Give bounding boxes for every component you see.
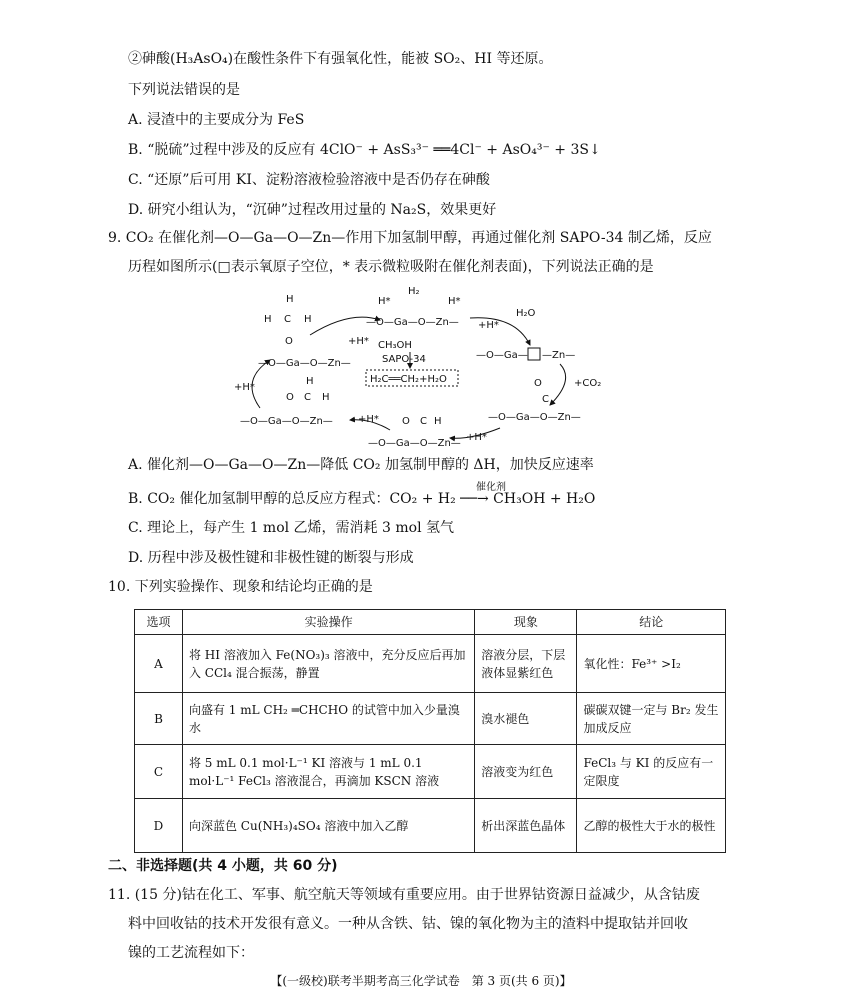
catalyst-label: —O—Ga—O—Zn— bbox=[240, 416, 333, 427]
atom-label: O bbox=[285, 336, 293, 347]
hstar-label: H* bbox=[378, 296, 391, 307]
atom-label: O bbox=[402, 416, 410, 427]
catalyst-condition: 催化剂 bbox=[476, 482, 506, 493]
table-cell: 将 HI 溶液加入 Fe(NO₃)₃ 溶液中，充分反应后再加入 CCl₄ 混合振荡，静置 bbox=[182, 635, 474, 693]
experiment-table bbox=[134, 609, 726, 853]
table-row bbox=[135, 799, 726, 853]
plus-h-label: +H* bbox=[478, 320, 499, 331]
atom-label: C bbox=[284, 314, 291, 325]
table-cell: FeCl₃ 与 KI 的反应有一定限度 bbox=[577, 745, 726, 799]
table-row bbox=[135, 693, 726, 745]
page-footer: 【(一级校)联考半期考高三化学试卷 第 3 页(共 6 页)】 bbox=[270, 974, 572, 988]
option-a: A. 浸渣中的主要成分为 FeS bbox=[128, 112, 305, 128]
atom-label: H bbox=[434, 416, 442, 427]
catalyst-label: —O—Ga—O—Zn— bbox=[258, 358, 351, 369]
table-cell: 溶液分层，下层液体显紫红色 bbox=[475, 635, 577, 693]
atom-label: H bbox=[264, 314, 272, 325]
table-cell: A bbox=[135, 635, 183, 693]
table-header: 现象 bbox=[475, 610, 577, 635]
table-cell: 溶液变为红色 bbox=[475, 745, 577, 799]
atom-label: C bbox=[304, 392, 311, 403]
ethylene-label: H₂C══CH₂+H₂O bbox=[370, 374, 447, 385]
section-heading: 二、非选择题(共 4 小题，共 60 分) bbox=[108, 858, 338, 874]
table-header: 结论 bbox=[577, 610, 726, 635]
table-header: 选项 bbox=[135, 610, 183, 635]
atom-label: H bbox=[286, 294, 294, 305]
table-cell: 向盛有 1 mL CH₂ ═CHCHO 的试管中加入少量溴水 bbox=[182, 693, 474, 745]
table-header-row bbox=[135, 610, 726, 635]
question-9: 9. CO₂ 在催化剂—O—Ga—O—Zn—作用下加氢制甲醇，再通过催化剂 SAPO-34 制乙烯，反应 bbox=[108, 230, 712, 246]
plus-h-label: +H* bbox=[358, 414, 379, 425]
question-10: 10. 下列实验操作、现象和结论均正确的是 bbox=[108, 579, 373, 595]
table-cell: 氧化性：Fe³⁺ >I₂ bbox=[577, 635, 726, 693]
option-c: C. 理论上，每产生 1 mol 乙烯，需消耗 3 mol 氢气 bbox=[128, 520, 454, 536]
table-cell: 向深蓝色 Cu(NH₃)₄SO₄ 溶液中加入乙醇 bbox=[182, 799, 474, 853]
table-row bbox=[135, 745, 726, 799]
table-cell: 乙醇的极性大于水的极性 bbox=[577, 799, 726, 853]
atom-label: C bbox=[420, 416, 427, 427]
table-header: 实验操作 bbox=[182, 610, 474, 635]
table-cell: 将 5 mL 0.1 mol·L⁻¹ KI 溶液与 1 mL 0.1 mol·L⁻¹ FeCl₃ 溶液混合，再滴加 KSCN 溶液 bbox=[182, 745, 474, 799]
table-row bbox=[135, 635, 726, 693]
reaction-mechanism-diagram bbox=[230, 280, 630, 450]
option-b: B. “脱硫”过程中涉及的反应有 4ClO⁻ + AsS₃³⁻ ══4Cl⁻ + AsO₄³⁻ + 3S↓ bbox=[128, 142, 601, 158]
option-b: B. CO₂ 催化加氢制甲醇的总反应方程式：CO₂ + H₂ ──→ CH₃OH + H₂O bbox=[128, 491, 596, 507]
atom-label: H bbox=[306, 376, 314, 387]
question-9-cont: 历程如图所示(□表示氧原子空位，* 表示微粒吸附在催化剂表面)，下列说法正确的是 bbox=[128, 259, 654, 275]
catalyst-label: —O—Ga—O—Zn— bbox=[488, 412, 581, 423]
question-11: 11. (15 分)钴在化工、军事、航空航天等领域有重要应用。由于世界钴资源日益减少，从含钴废 bbox=[108, 887, 700, 903]
text-line: ②砷酸(H₃AsO₄)在酸性条件下有强氧化性，能被 SO₂、HI 等还原。 bbox=[128, 51, 553, 67]
arrow bbox=[550, 364, 566, 405]
catalyst-label: —Zn— bbox=[542, 350, 576, 361]
h2-label: H₂ bbox=[408, 286, 420, 297]
plus-h-label: +H* bbox=[466, 432, 487, 443]
vacancy-square bbox=[528, 348, 540, 360]
atom-label: O bbox=[534, 378, 542, 389]
ch3oh-label: CH₃OH bbox=[378, 340, 412, 351]
table-cell: C bbox=[135, 745, 183, 799]
table-cell: 溴水褪色 bbox=[475, 693, 577, 745]
table-cell: 碳碳双键一定与 Br₂ 发生加成反应 bbox=[577, 693, 726, 745]
atom-label: C bbox=[542, 394, 549, 405]
option-d: D. 研究小组认为，“沉砷”过程改用过量的 Na₂S，效果更好 bbox=[128, 202, 497, 218]
text-line: 下列说法错误的是 bbox=[128, 82, 240, 98]
catalyst-label: —O—Ga—O—Zn— bbox=[368, 438, 461, 449]
atom-label: O bbox=[286, 392, 294, 403]
catalyst-label: —O—Ga— bbox=[476, 350, 528, 361]
question-11-cont: 料中回收钴的技术开发很有意义。一种从含铁、钴、镍的氧化物为主的渣料中提取钴并回收 bbox=[128, 916, 688, 932]
question-11-cont: 镍的工艺流程如下： bbox=[128, 945, 254, 961]
plus-h-label: +H* bbox=[348, 336, 369, 347]
atom-label: H bbox=[322, 392, 330, 403]
plus-co2-label: +CO₂ bbox=[574, 378, 602, 389]
table-cell: D bbox=[135, 799, 183, 853]
catalyst-label: —O—Ga—O—Zn— bbox=[366, 317, 459, 328]
option-c: C. “还原”后可用 KI、淀粉溶液检验溶液中是否仍存在砷酸 bbox=[128, 172, 490, 188]
hstar-label: H* bbox=[448, 296, 461, 307]
option-d: D. 历程中涉及极性键和非极性键的断裂与形成 bbox=[128, 550, 414, 566]
table-cell: B bbox=[135, 693, 183, 745]
h2o-label: H₂O bbox=[516, 308, 536, 319]
table-cell: 析出深蓝色晶体 bbox=[475, 799, 577, 853]
plus-h-label: +H* bbox=[234, 382, 255, 393]
atom-label: H bbox=[304, 314, 312, 325]
sapo-label: SAPO-34 bbox=[382, 354, 426, 365]
option-a: A. 催化剂—O—Ga—O—Zn—降低 CO₂ 加氢制甲醇的 ΔH，加快反应速率 bbox=[128, 457, 594, 473]
